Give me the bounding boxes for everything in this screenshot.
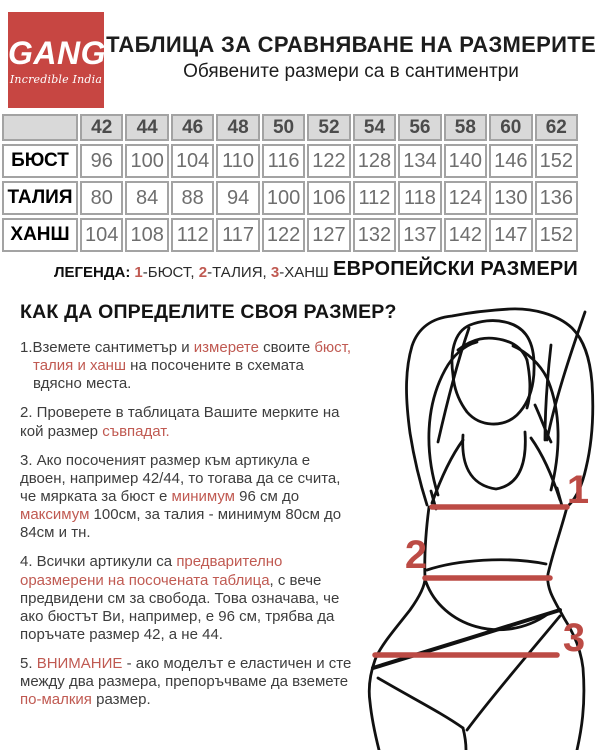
brand-name: GANG (8, 35, 106, 71)
highlighted-text: 1 (134, 264, 143, 281)
size-value-cell: 142 (444, 218, 487, 252)
highlighted-text: ВНИМАНИЕ (36, 655, 123, 673)
size-value-cell: 134 (398, 144, 441, 178)
figure-panty-left (378, 678, 463, 728)
figure-right-forearm (547, 312, 585, 440)
measurement-diagram (352, 298, 600, 750)
size-column-header: 60 (489, 114, 532, 141)
size-value-cell: 106 (307, 181, 350, 215)
how-to-heading: КАК ДА ОПРЕДЕЛИТЕ СВОЯ РАЗМЕР? (20, 301, 397, 323)
size-value-cell: 152 (535, 144, 578, 178)
text-segment: 96 см до (234, 487, 300, 505)
size-value-cell: 116 (262, 144, 305, 178)
size-value-cell: 108 (125, 218, 168, 252)
highlighted-text: максимум (20, 506, 90, 524)
size-value-cell: 100 (262, 181, 305, 215)
size-column-header: 46 (171, 114, 214, 141)
size-column-header: 42 (80, 114, 123, 141)
size-value-cell: 127 (307, 218, 350, 252)
highlighted-text: измерете (193, 339, 259, 356)
hip-marker: 3 (562, 616, 586, 660)
text-segment: 2. Проверете в таблицата Вашите мерките на кой размер (20, 404, 340, 440)
figure-inner-leg (463, 728, 466, 750)
figure-waistband (427, 560, 546, 570)
bust-marker: 1 (566, 468, 590, 512)
size-value-cell: 146 (489, 144, 532, 178)
instruction-item (20, 404, 353, 440)
text-segment: - ако моделът е еластичен и сте между два размера, препоръчваме да вземете (20, 655, 352, 691)
size-column-header: 56 (398, 114, 441, 141)
body-measurement-figure (352, 298, 600, 750)
instruction-item (20, 553, 353, 644)
highlighted-text: 2 (198, 264, 208, 281)
instructions-list (20, 339, 353, 721)
size-value-cell: 124 (444, 181, 487, 215)
figure-head-outline (452, 321, 534, 424)
text-segment: 4. Всички артикули са (20, 553, 177, 571)
text-segment: на посочените в схемата вдясно места. (33, 357, 304, 393)
size-value-cell: 147 (489, 218, 532, 252)
text-segment: -БЮСТ, (142, 264, 199, 281)
page-subtitle: Обявените размери са в сантиментри (183, 61, 519, 82)
text-segment: , с вече предвидени см за свобода. Това означава, че ако бюстът Ви, например, е 96 см, трябва да поръчате размер 42, а не 44. (20, 571, 340, 643)
instruction-item (20, 655, 353, 709)
figure-hair-edge (527, 360, 530, 408)
size-value-cell: 110 (216, 144, 259, 178)
size-column-header: 44 (125, 114, 168, 141)
legend (54, 264, 329, 281)
highlighted-text: 3 (270, 264, 280, 281)
measure-row-label: ТАЛИЯ (2, 181, 78, 215)
size-column-header: 50 (262, 114, 305, 141)
text-segment: 5. (20, 655, 37, 673)
highlighted-text: предварително оразмерени на посочената таблица (20, 553, 283, 589)
measure-row (2, 218, 578, 252)
size-value-cell: 112 (171, 218, 214, 252)
text-segment: 1.Вземете сантиметър и (20, 339, 194, 356)
size-value-cell: 84 (125, 181, 168, 215)
figure-belly-curve (426, 582, 548, 630)
size-value-cell: 122 (307, 144, 350, 178)
size-value-cell: 100 (125, 144, 168, 178)
size-value-cell: 96 (80, 144, 123, 178)
european-sizes-title: ЕВРОПЕЙСКИ РАЗМЕРИ (333, 258, 578, 280)
page-title: ТАБЛИЦА ЗА СРАВНЯВАНЕ НА РАЗМЕРИТЕ (106, 32, 596, 57)
size-value-cell: 140 (444, 144, 487, 178)
measure-row (2, 144, 578, 178)
size-column-header: 48 (216, 114, 259, 141)
size-value-cell: 88 (171, 181, 214, 215)
highlighted-text: по-малкия (20, 691, 92, 709)
brand-tagline: Incredible India (9, 73, 103, 86)
size-column-header: 62 (535, 114, 578, 141)
figure-panty-top (373, 610, 560, 668)
size-comparison-table (0, 111, 580, 255)
highlighted-text: бюст, талия и ханш (33, 339, 352, 375)
measure-row-label: ХАНШ (2, 218, 78, 252)
text-segment: -ХАНШ (279, 264, 329, 281)
table-corner-cell (2, 114, 78, 141)
size-value-cell: 130 (489, 181, 532, 215)
size-value-cell: 117 (216, 218, 259, 252)
text-segment: -ТАЛИЯ, (207, 264, 271, 281)
size-value-cell: 112 (353, 181, 396, 215)
size-value-cell: 80 (80, 181, 123, 215)
size-value-cell: 104 (80, 218, 123, 252)
waist-marker: 2 (404, 533, 428, 577)
text-segment: 100см, за талия - минимум 80см до 84см и тн. (20, 506, 342, 542)
text-segment: 3. Ако посоченият размер към артикула е двоен, например 42/44, то тогава да се счита, че мярката за бюст е (20, 451, 341, 505)
highlighted-text: минимум (171, 487, 235, 505)
text-segment: размер. (91, 691, 151, 709)
text-segment: своите (258, 339, 315, 356)
size-value-cell: 128 (353, 144, 396, 178)
size-value-cell: 136 (535, 181, 578, 215)
figure-neckline (463, 432, 526, 489)
legend-items (134, 264, 328, 281)
header-titles (104, 32, 598, 83)
size-value-cell: 118 (398, 181, 441, 215)
highlighted-text: съвпадат. (102, 422, 170, 440)
brand-logo (8, 12, 104, 108)
size-value-cell: 94 (216, 181, 259, 215)
legend-label: ЛЕГЕНДА: (54, 264, 131, 281)
figure-hair-strand (535, 405, 551, 442)
size-column-header: 52 (307, 114, 350, 141)
measure-row-label: БЮСТ (2, 144, 78, 178)
size-value-cell: 152 (535, 218, 578, 252)
instruction-item (20, 339, 353, 393)
measure-row (2, 181, 578, 215)
size-value-cell: 122 (262, 218, 305, 252)
size-column-header: 58 (444, 114, 487, 141)
size-value-cell: 104 (171, 144, 214, 178)
size-value-cell: 132 (353, 218, 396, 252)
size-value-cell: 137 (398, 218, 441, 252)
instruction-item (20, 452, 353, 543)
figure-left-shoulder (432, 440, 463, 503)
size-column-header: 54 (353, 114, 396, 141)
